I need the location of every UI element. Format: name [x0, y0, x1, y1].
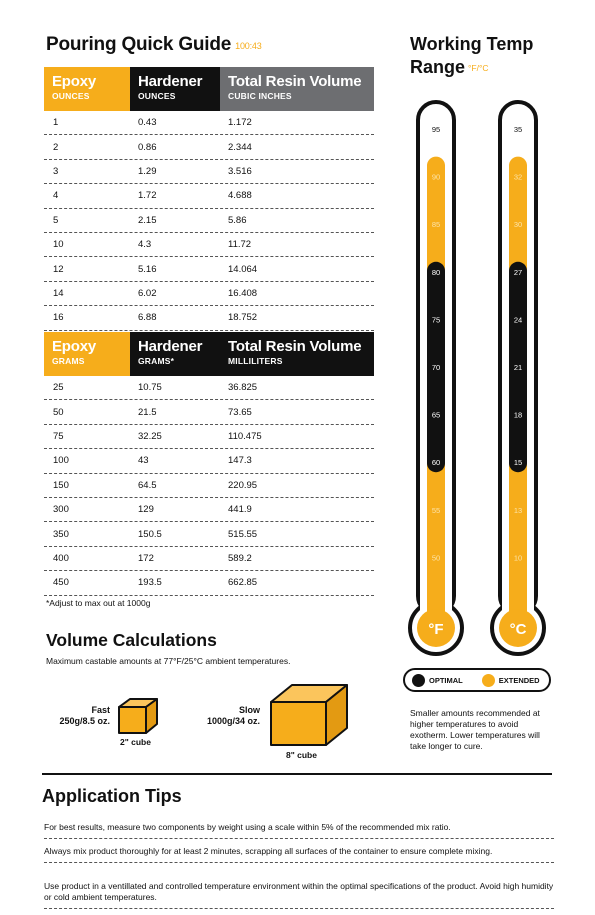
- header-total-volume: [220, 67, 374, 111]
- page-title-text: Pouring Quick Guide: [46, 34, 232, 55]
- hardener-cell: 4.3: [138, 239, 152, 251]
- hardener-cell: 1.29: [138, 165, 157, 177]
- table-row: [44, 400, 374, 424]
- tip-item: Always mix product thoroughly for at least 2 minutes, scrapping all surfaces of the container to ensure complete mixing.: [44, 846, 554, 863]
- table-row: [44, 522, 374, 546]
- epoxy-cell: 3: [53, 165, 59, 177]
- epoxy-cell: 10: [53, 239, 64, 251]
- header-small: GRAMS: [52, 356, 85, 366]
- tip-item: For best results, measure two components by weight using a scale within 5% of the recommended mix ratio.: [44, 822, 554, 839]
- hardener-cell: 193.5: [138, 577, 162, 589]
- hardener-cell: 172: [138, 552, 154, 564]
- temp-title-line1: Working Temp: [410, 34, 534, 54]
- header-big: Epoxy: [52, 338, 97, 355]
- total-volume-cell: 110.475: [228, 430, 262, 442]
- hardener-cell: 21.5: [138, 406, 157, 418]
- ounces-table-body: [44, 111, 374, 331]
- total-volume-cell: 18.752: [228, 312, 258, 324]
- epoxy-cell: 4: [53, 190, 59, 202]
- header-hardener: [130, 332, 220, 376]
- fast-amount: 250g/8.5 oz.: [59, 716, 110, 726]
- hardener-cell: 0.86: [138, 141, 157, 153]
- epoxy-cell: 75: [53, 430, 64, 442]
- total-volume-cell: 220.95: [228, 479, 258, 491]
- slow-amount: 1000g/34 oz.: [206, 716, 260, 726]
- epoxy-cell: 50: [53, 406, 64, 418]
- page-title: [46, 34, 262, 56]
- section-divider: [42, 773, 552, 775]
- volume-subtitle: Maximum castable amounts at 77°F/25°C ambient temperatures.: [46, 656, 291, 666]
- header-small: CUBIC INCHES: [228, 91, 292, 101]
- header-hardener: [130, 67, 220, 111]
- hardener-cell: 10.75: [138, 382, 162, 394]
- tick-label: 32: [513, 172, 523, 182]
- slow-label: [196, 705, 260, 727]
- tick-label: 50: [431, 553, 441, 563]
- optimal-dot-icon: [412, 674, 425, 687]
- mix-ratio: 100:43: [235, 41, 262, 51]
- epoxy-cell: 450: [53, 577, 69, 589]
- tick-label: 95: [431, 125, 441, 134]
- header-small: GRAMS*: [138, 356, 175, 366]
- temp-note: Smaller amounts recommended at higher temperatures to avoid exotherm. Lower temperatures will take longer to cure.: [410, 708, 540, 751]
- epoxy-cell: 300: [53, 504, 69, 516]
- epoxy-cell: 16: [53, 312, 64, 324]
- temp-unit: °F/°C: [468, 63, 489, 73]
- temp-title-line2: [410, 56, 533, 80]
- total-volume-cell: 73.65: [228, 406, 252, 418]
- table-row: [44, 376, 374, 400]
- slow-cube-caption: 8" cube: [286, 750, 317, 760]
- tick-label: 70: [431, 363, 441, 372]
- total-volume-cell: 662.85: [228, 577, 258, 589]
- total-volume-cell: 441.9: [228, 504, 252, 516]
- extended-dot-icon: [482, 674, 495, 687]
- fahrenheit-thermometer: [410, 102, 462, 654]
- tick-label: 24: [513, 315, 523, 325]
- table-row: [44, 474, 374, 498]
- tip-item: Use product in a ventillated and controlled temperature environment within the optimal specifications of the product. Avoid high humidity or cold ambient temperatures.: [44, 881, 554, 909]
- ounces-table-header: [44, 67, 374, 111]
- hardener-cell: 6.02: [138, 287, 157, 299]
- header-total-volume: [220, 332, 374, 376]
- tick-label: 30: [513, 220, 523, 230]
- fast-label: [46, 705, 110, 727]
- header-big: Hardener: [138, 73, 203, 90]
- table-row: [44, 425, 374, 449]
- table-row: [44, 282, 374, 306]
- hardener-cell: 129: [138, 504, 154, 516]
- large-cube-icon: [268, 682, 350, 748]
- table-row: [44, 257, 374, 281]
- hardener-cell: 150.5: [138, 528, 162, 540]
- legend-extended-label: EXTENDED: [498, 675, 540, 685]
- tips-title: Application Tips: [42, 786, 182, 806]
- tick-label: 13: [513, 505, 523, 515]
- table-row: [44, 233, 374, 257]
- epoxy-cell: 1: [53, 117, 59, 129]
- table-row: [44, 160, 374, 184]
- legend-optimal-label: OPTIMAL: [429, 675, 463, 685]
- header-big: Epoxy: [52, 73, 97, 90]
- legend-extended: [482, 674, 540, 687]
- grams-table-header: [44, 332, 374, 376]
- hardener-cell: 6.88: [138, 312, 157, 324]
- temp-title-line2-text: Range: [410, 57, 466, 77]
- total-volume-cell: 5.86: [228, 214, 247, 226]
- total-volume-cell: 589.2: [228, 552, 252, 564]
- small-cube-icon: [116, 696, 160, 736]
- header-epoxy: [44, 67, 130, 111]
- tick-label: 18: [513, 410, 523, 420]
- header-small: MILLILITERS: [228, 356, 283, 366]
- epoxy-cell: 2: [53, 141, 59, 153]
- tick-label: 21: [513, 363, 523, 372]
- total-volume-cell: 14.064: [228, 263, 258, 275]
- total-volume-cell: 11.72: [228, 239, 252, 251]
- tick-label: 90: [431, 172, 441, 182]
- volume-title: Volume Calculations: [46, 630, 217, 650]
- total-volume-cell: 1.172: [228, 117, 252, 129]
- epoxy-cell: 100: [53, 455, 69, 467]
- table-row: [44, 547, 374, 571]
- tick-label: 55: [431, 505, 441, 515]
- fast-cube-caption: 2" cube: [120, 737, 151, 747]
- table-row: [44, 306, 374, 330]
- ounces-table: [44, 67, 374, 331]
- header-big: Total Resin Volume: [228, 338, 362, 355]
- header-epoxy: [44, 332, 130, 376]
- hardener-cell: 1.72: [138, 190, 157, 202]
- tick-label: 35: [513, 125, 523, 134]
- bulb-unit-label: °F: [428, 621, 444, 638]
- temp-title: [410, 33, 533, 80]
- epoxy-cell: 25: [53, 382, 64, 394]
- total-volume-cell: 147.3: [228, 455, 252, 467]
- header-small: OUNCES: [138, 91, 176, 101]
- bulb-unit-label: °C: [509, 621, 527, 638]
- hardener-cell: 43: [138, 455, 149, 467]
- table-row: [44, 571, 374, 595]
- hardener-cell: 0.43: [138, 117, 157, 129]
- table-row: [44, 111, 374, 135]
- slow-speed: Slow: [238, 705, 260, 715]
- tick-label: 65: [431, 410, 441, 420]
- legend-optimal: [412, 674, 463, 687]
- epoxy-cell: 400: [53, 552, 69, 564]
- total-volume-cell: 36.825: [228, 382, 258, 394]
- epoxy-cell: 14: [53, 287, 64, 299]
- hardener-cell: 5.16: [138, 263, 157, 275]
- total-volume-cell: 3.516: [228, 165, 252, 177]
- header-small: OUNCES: [52, 91, 90, 101]
- footnote: *Adjust to max out at 1000g: [46, 598, 151, 608]
- tick-label: 85: [431, 220, 441, 230]
- celsius-thermometer: [492, 102, 544, 654]
- grams-table: [44, 332, 374, 596]
- table-row: [44, 209, 374, 233]
- header-big: Total Resin Volume: [228, 73, 362, 90]
- epoxy-cell: 5: [53, 214, 59, 226]
- tick-label: 15: [513, 458, 523, 468]
- temp-legend: [403, 668, 551, 692]
- tick-label: 60: [431, 458, 441, 468]
- table-row: [44, 498, 374, 522]
- tick-label: 27: [513, 267, 523, 277]
- fast-speed: Fast: [91, 705, 110, 715]
- total-volume-cell: 2.344: [228, 141, 252, 153]
- total-volume-cell: 16.408: [228, 287, 258, 299]
- total-volume-cell: 4.688: [228, 190, 252, 202]
- hardener-cell: 64.5: [138, 479, 157, 491]
- total-volume-cell: 515.55: [228, 528, 258, 540]
- tick-label: 80: [431, 267, 441, 277]
- table-row: [44, 184, 374, 208]
- table-row: [44, 449, 374, 473]
- tick-label: 75: [431, 315, 441, 325]
- tick-label: 10: [513, 553, 523, 563]
- header-big: Hardener: [138, 338, 203, 355]
- hardener-cell: 2.15: [138, 214, 157, 226]
- thermometers: [400, 96, 560, 656]
- epoxy-cell: 150: [53, 479, 69, 491]
- epoxy-cell: 12: [53, 263, 64, 275]
- grams-table-body: [44, 376, 374, 596]
- hardener-cell: 32.25: [138, 430, 162, 442]
- epoxy-cell: 350: [53, 528, 69, 540]
- table-row: [44, 135, 374, 159]
